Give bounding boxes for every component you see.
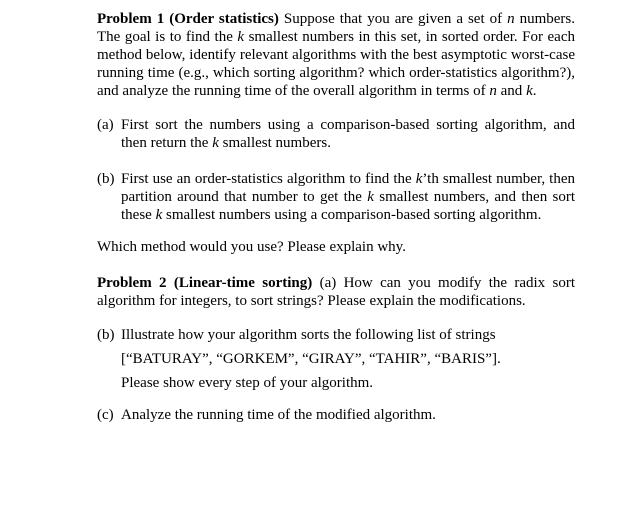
math-var-n: n (507, 11, 515, 27)
problem1-question: Which method would you use? Please explain why. (97, 239, 406, 255)
problem1-intro-text: Suppose that you are given a set of (283, 11, 508, 27)
math-var-k: k (212, 135, 219, 151)
item-label: (b) (97, 327, 115, 343)
math-var-k: k (237, 29, 245, 45)
item-text: smallest numbers using a comparison-based sorting algorithm. (162, 207, 542, 223)
math-var-k: k (367, 189, 374, 205)
item-label: (c) (97, 407, 114, 423)
problem1-title: Problem 1 (Order statistics) (97, 11, 279, 27)
item-text: First sort the numbers using a comparison-based sorting algorithm, and then return the (121, 117, 575, 151)
problem1-statement (97, 10, 575, 100)
problem1-item-a (97, 116, 575, 152)
item-text: Analyze the running time of the modified algorithm. (121, 407, 436, 423)
problem2-statement (97, 274, 575, 310)
item-text: ’th smallest number, then partition around that number to get the (121, 171, 575, 205)
document-page (97, 10, 575, 424)
problem2-item-c (97, 406, 575, 424)
problem1-intro-text: and (496, 83, 527, 99)
item-text: smallest numbers, and then sort these (121, 189, 575, 223)
problem1-intro-text: . (532, 83, 537, 99)
math-var-k: k (526, 83, 533, 99)
item-text: Illustrate how your algorithm sorts the following list of strings (121, 327, 496, 343)
item-label: (b) (97, 171, 115, 187)
item-text: Please show every step of your algorithm. (121, 375, 374, 391)
math-var-n: n (489, 83, 497, 99)
item-text: smallest numbers. (218, 135, 331, 151)
problem1-intro-text: numbers. The goal is to find the (97, 11, 576, 45)
problem2-intro: (a) How can you modify the radix sort algorithm for integers, to sort strings? Please explain the modifications. (97, 275, 576, 309)
problem2-item-b (97, 326, 575, 392)
problem1-intro-text: smallest numbers in this set, in sorted order. For each method below, identify relevant algorithms with the best asymptotic worst-case running time (e.g., which sorting algorithm? which order-statistics algorithm?), and analyze the running time of the overall algorithm in terms of (97, 29, 576, 99)
item-text: First use an order-statistics algorithm to find the (121, 171, 416, 187)
problem2-title: Problem 2 (Linear-time sorting) (97, 275, 313, 291)
string-list: [“BATURAY”, “GORKEM”, “GIRAY”, “TAHIR”, “BARIS”]. (121, 351, 501, 367)
math-var-k: k (415, 171, 423, 187)
problem1-item-b (97, 170, 575, 224)
item-label: (a) (97, 117, 114, 133)
math-var-k: k (155, 207, 163, 223)
